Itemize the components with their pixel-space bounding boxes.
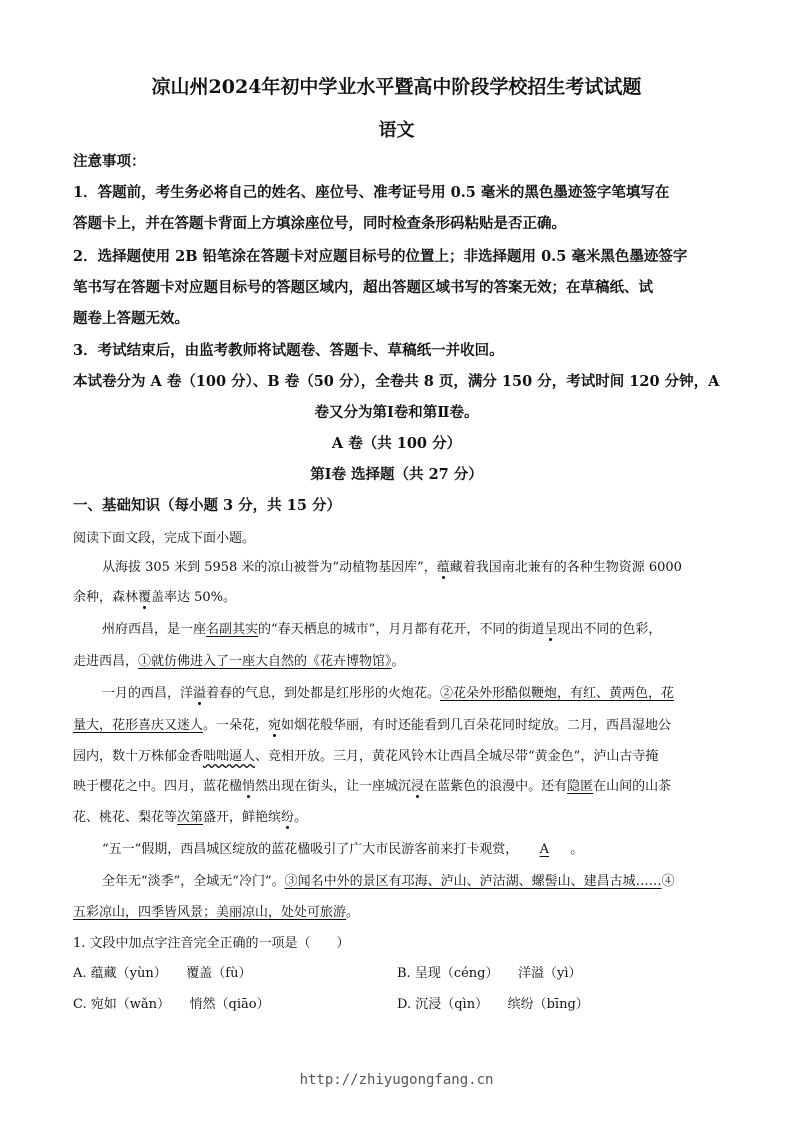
notice-item-1-line-1: 1．答题前，考生务必将自己的姓名、座位号、准考证号用 0.5 毫米的黑色墨迹签字笔填写在 <box>73 184 670 201</box>
passage-p2-line-1: 州府西昌，是一座名副其实的“春天栖息的城市”，月月都有花开，不同的街道呈现出不同的色彩， <box>0 618 793 637</box>
passage-p1-line-1: 从海拔 305 米到 5958 米的凉山被誉为“动植物基因库”，蕴藏着我国南北兼有的各种生物资源 6000 <box>0 556 793 575</box>
notice-item-2-line-1: 2．选择题使用 2B 铅笔涂在答题卡对应题目标号的位置上；非选择题用 0.5 毫米黑色墨迹签字 <box>73 248 688 265</box>
passage-p1-line-2: 余种，森林覆盖率达 50%。 <box>0 586 793 605</box>
passage-p5-line-1: 全年无“淡季”，全域无“冷门”。③闻名中外的景区有邛海、泸山、泸沽湖、螺髻山、建昌古城……④ <box>102 874 675 889</box>
subject-title: 语文 <box>378 120 415 141</box>
passage-p3-line-5: 花、桃花、梨花等次第盛开，鲜艳缤纷。 <box>0 806 793 825</box>
option-d: D. 沉浸（qìn） 缤纷（bīng） <box>397 997 589 1012</box>
exam-title: 凉山州2024年初中学业水平暨高中阶段学校招生考试试题 <box>151 76 642 98</box>
question-1-stem: 1. 文段中加点字注音完全正确的一项是（ ） <box>73 936 350 951</box>
option-c: C. 宛如（wǎn） 悄然（qiāo） <box>73 997 270 1012</box>
passage-p3-line-2: 量大，花形喜庆又迷人。一朵花，宛如烟花般华丽，有时还能看到几百朵花同时绽放。二月，西昌湿地公 <box>0 714 793 733</box>
exam-summary-line-1: 本试卷分为 A 卷（100 分）、B 卷（50 分），全卷共 8 页，满分 150 分，考试时间 120 分钟，A <box>73 373 720 390</box>
part-1-title: 第Ⅰ卷 选择题（共 27 分） <box>310 466 483 483</box>
notice-item-3: 3．考试结束后，由监考教师将试题卷、答题卡、草稿纸一并收回。 <box>73 342 504 359</box>
exam-summary-line-2: 卷又分为第Ⅰ卷和第Ⅱ卷。 <box>314 404 479 421</box>
notice-item-2-line-2: 笔书写在答题卡对应题目标号的答题区域内，超出答题区域书写的答案无效；在草稿纸、试 <box>73 279 653 296</box>
question-group-heading: 一、基础知识（每小题 3 分，共 15 分） <box>73 497 341 514</box>
option-a: A. 蕴藏（yùn） 覆盖（fù） <box>73 966 252 981</box>
footer-url: http://zhiyugongfang.cn <box>299 1072 494 1088</box>
reading-instruction: 阅读下面文段，完成下面小题。 <box>73 531 256 546</box>
passage-p5-line-2: 五彩凉山，四季皆风景；美丽凉山，处处可旅游。 <box>73 905 360 920</box>
passage-p2-line-2: 走进西昌，①就仿佛进入了一座大自然的《花卉博物馆》。 <box>73 654 405 669</box>
passage-p3-line-3: 园内，数十万株郁金香咄咄逼人、竞相开放。三月，黄花风铃木让西昌全城尽带“黄金色”，泸山古寺掩 <box>73 749 659 764</box>
notice-item-1-line-2: 答题卡上，并在答题卡背面上方填涂座位号，同时检查条形码粘贴是否正确。 <box>73 215 566 232</box>
passage-p4: “五一”假期，西昌城区绽放的蓝花楹吸引了广大市民游客前来打卡观赏， A 。 <box>102 842 584 857</box>
passage-p3-line-4: 映于樱花之中。四月，蓝花楹悄然出现在街头，让一座城沉浸在蓝紫色的浪漫中。还有隐匿在山间的山茶 <box>0 775 793 794</box>
passage-p3-line-1: 一月的西昌，洋溢着春的气息，到处都是红彤彤的火炮花。②花朵外形酷似鞭炮，有红、黄两色，花 <box>0 682 793 701</box>
section-a-title: A 卷（共 100 分） <box>331 435 462 452</box>
notice-item-2-line-3: 题卷上答题无效。 <box>73 310 189 327</box>
notice-heading: 注意事项： <box>73 153 146 170</box>
option-b: B. 呈现（céng） 洋溢（yì） <box>397 966 582 981</box>
answer-blank-a: A <box>539 842 549 857</box>
